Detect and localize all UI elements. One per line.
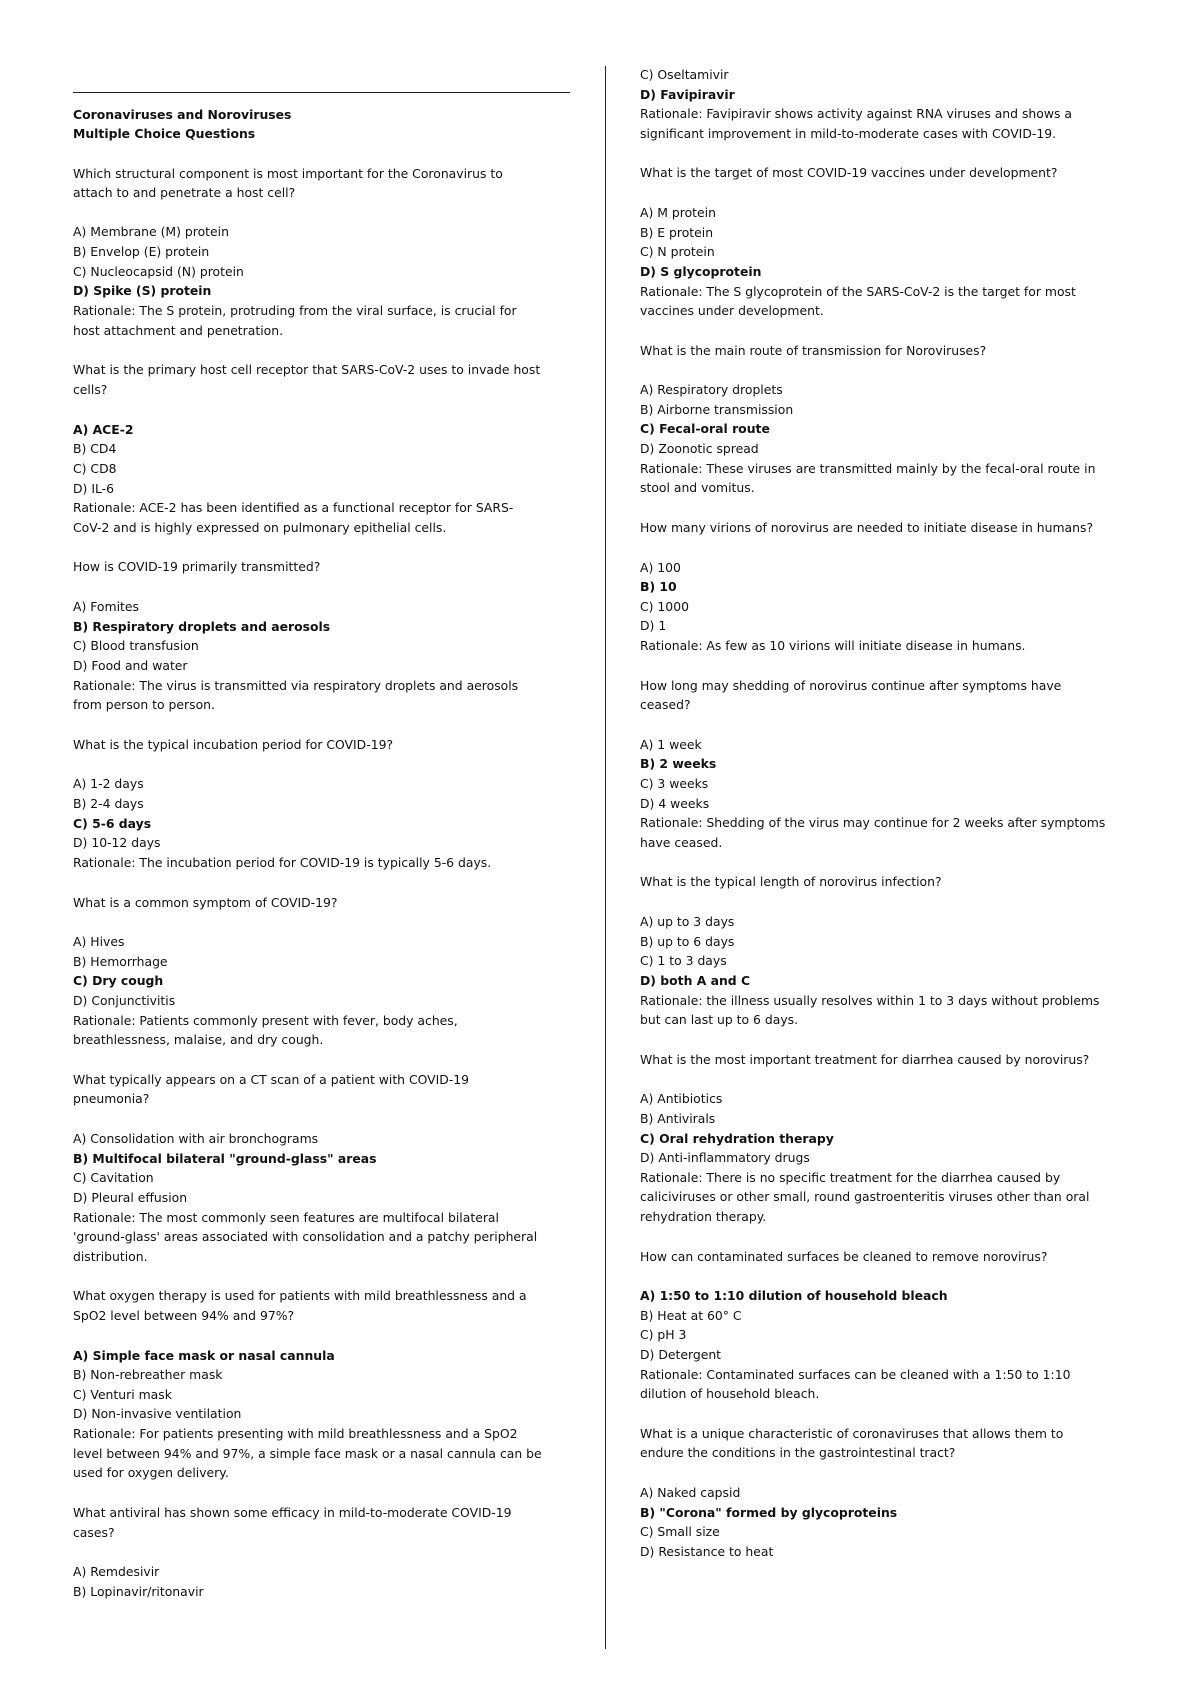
- text-line: Rationale: These viruses are transmitted mainly by the fecal-oral route in: [640, 461, 1096, 476]
- text-line: A) Consolidation with air bronchograms: [73, 1131, 319, 1146]
- text-line: host attachment and penetration.: [73, 323, 284, 338]
- text-line: D) Anti-inflammatory drugs: [640, 1150, 810, 1165]
- text-line: A) Respiratory droplets: [640, 382, 783, 397]
- text-line: C) Venturi mask: [73, 1387, 172, 1402]
- text-line: significant improvement in mild-to-moderate cases with COVID-19.: [640, 126, 1057, 141]
- text-line: How is COVID-19 primarily transmitted?: [73, 559, 321, 574]
- text-line: level between 94% and 97%, a simple face mask or a nasal cannula can be: [73, 1446, 542, 1461]
- text-line: B) Envelop (E) protein: [73, 244, 210, 259]
- text-line-bold: C) Fecal-oral route: [640, 421, 770, 436]
- text-line: used for oxygen delivery.: [73, 1465, 229, 1480]
- text-line: C) Oseltamivir: [640, 67, 729, 82]
- text-line: A) up to 3 days: [640, 914, 735, 929]
- text-line: Rationale: Patients commonly present with fever, body aches,: [73, 1013, 458, 1028]
- text-line: What oxygen therapy is used for patients with mild breathlessness and a: [73, 1288, 527, 1303]
- text-line: C) Cavitation: [73, 1170, 154, 1185]
- text-line: D) 10-12 days: [73, 835, 161, 850]
- text-line: B) E protein: [640, 225, 714, 240]
- text-line: How can contaminated surfaces be cleaned to remove norovirus?: [640, 1249, 1048, 1264]
- text-line: Which structural component is most important for the Coronavirus to: [73, 166, 503, 181]
- text-line-bold: Multiple Choice Questions: [73, 126, 256, 141]
- text-line-bold: B) Respiratory droplets and aerosols: [73, 619, 331, 634]
- text-line: What is the target of most COVID-19 vaccines under development?: [640, 165, 1058, 180]
- text-line: CoV-2 and is highly expressed on pulmonary epithelial cells.: [73, 520, 447, 535]
- text-line-bold: D) S glycoprotein: [640, 264, 762, 279]
- text-line: attach to and penetrate a host cell?: [73, 185, 296, 200]
- text-line: Rationale: Favipiravir shows activity against RNA viruses and shows a: [640, 106, 1072, 121]
- text-line: cases?: [73, 1525, 115, 1540]
- text-line: from person to person.: [73, 697, 215, 712]
- text-line: What typically appears on a CT scan of a patient with COVID-19: [73, 1072, 470, 1087]
- text-line: rehydration therapy.: [640, 1209, 767, 1224]
- text-line: C) Small size: [640, 1524, 720, 1539]
- text-line: B) up to 6 days: [640, 934, 735, 949]
- text-line: A) Membrane (M) protein: [73, 224, 229, 239]
- text-line-bold: A) Simple face mask or nasal cannula: [73, 1348, 335, 1363]
- text-line-bold: D) both A and C: [640, 973, 751, 988]
- text-line: Rationale: For patients presenting with mild breathlessness and a SpO2: [73, 1426, 518, 1441]
- text-line: What is a unique characteristic of coronaviruses that allows them to: [640, 1426, 1064, 1441]
- text-line: C) CD8: [73, 461, 117, 476]
- text-line: cells?: [73, 382, 108, 397]
- text-line-bold: D) Spike (S) protein: [73, 283, 212, 298]
- text-line-bold: B) "Corona" formed by glycoproteins: [640, 1505, 898, 1520]
- text-line: B) Antivirals: [640, 1111, 716, 1126]
- text-line: stool and vomitus.: [640, 480, 755, 495]
- text-line: D) Conjunctivitis: [73, 993, 176, 1008]
- text-line: B) Lopinavir/ritonavir: [73, 1584, 204, 1599]
- text-line: C) pH 3: [640, 1327, 687, 1342]
- text-line: Rationale: The incubation period for COVID-19 is typically 5-6 days.: [73, 855, 492, 870]
- text-line: A) Hives: [73, 934, 125, 949]
- text-line-bold: D) Favipiravir: [640, 87, 735, 102]
- text-line: Rationale: Contaminated surfaces can be cleaned with a 1:50 to 1:10: [640, 1367, 1071, 1382]
- text-line-bold: A) 1:50 to 1:10 dilution of household bleach: [640, 1288, 948, 1303]
- text-line: A) Remdesivir: [73, 1564, 160, 1579]
- text-line: A) 1 week: [640, 737, 702, 752]
- header-rule: [73, 92, 570, 93]
- text-line: D) Food and water: [73, 658, 188, 673]
- text-line: D) Non-invasive ventilation: [73, 1406, 242, 1421]
- text-line: Rationale: ACE-2 has been identified as a functional receptor for SARS-: [73, 500, 514, 515]
- text-line: Rationale: There is no specific treatment for the diarrhea caused by: [640, 1170, 1061, 1185]
- text-line: have ceased.: [640, 835, 723, 850]
- text-line: C) N protein: [640, 244, 715, 259]
- text-line-bold: Coronaviruses and Noroviruses: [73, 107, 292, 122]
- text-line: Rationale: The most commonly seen features are multifocal bilateral: [73, 1210, 499, 1225]
- text-line: A) 1-2 days: [73, 776, 144, 791]
- text-line: B) Non-rebreather mask: [73, 1367, 223, 1382]
- text-line-bold: B) Multifocal bilateral "ground-glass" areas: [73, 1151, 377, 1166]
- text-line: B) Heat at 60° C: [640, 1308, 742, 1323]
- text-line: caliciviruses or other small, round gastroenteritis viruses other than oral: [640, 1189, 1090, 1204]
- text-line: A) 100: [640, 560, 681, 575]
- text-line: Rationale: The S glycoprotein of the SARS-CoV-2 is the target for most: [640, 284, 1076, 299]
- text-line: What is a common symptom of COVID-19?: [73, 895, 338, 910]
- text-line: What is the most important treatment for diarrhea caused by norovirus?: [640, 1052, 1090, 1067]
- text-line: What is the typical length of norovirus infection?: [640, 874, 942, 889]
- text-line-bold: B) 10: [640, 579, 677, 594]
- text-line: A) Naked capsid: [640, 1485, 741, 1500]
- text-line: Rationale: The virus is transmitted via respiratory droplets and aerosols: [73, 678, 519, 693]
- text-line: vaccines under development.: [640, 303, 824, 318]
- text-line: A) Antibiotics: [640, 1091, 723, 1106]
- text-line: What is the typical incubation period for COVID-19?: [73, 737, 394, 752]
- text-line: B) CD4: [73, 441, 117, 456]
- text-line: distribution.: [73, 1249, 148, 1264]
- text-line: D) Resistance to heat: [640, 1544, 774, 1559]
- text-line: Rationale: The S protein, protruding from the viral surface, is crucial for: [73, 303, 517, 318]
- text-line: Rationale: Shedding of the virus may continue for 2 weeks after symptoms: [640, 815, 1106, 830]
- text-line: A) M protein: [640, 205, 716, 220]
- text-line: breathlessness, malaise, and dry cough.: [73, 1032, 324, 1047]
- text-line: C) 1000: [640, 599, 689, 614]
- text-line: D) 4 weeks: [640, 796, 710, 811]
- text-line: What antiviral has shown some efficacy in mild-to-moderate COVID-19: [73, 1505, 512, 1520]
- text-line: How long may shedding of norovirus continue after symptoms have: [640, 678, 1062, 693]
- text-line-bold: A) ACE-2: [73, 422, 134, 437]
- text-line: A) Fomites: [73, 599, 139, 614]
- text-line: C) 3 weeks: [640, 776, 709, 791]
- text-line: ceased?: [640, 697, 691, 712]
- text-line: B) Hemorrhage: [73, 954, 168, 969]
- text-line: D) Pleural effusion: [73, 1190, 188, 1205]
- text-line: D) 1: [640, 618, 667, 633]
- text-line: C) 1 to 3 days: [640, 953, 727, 968]
- text-line: D) Detergent: [640, 1347, 722, 1362]
- text-line: How many virions of norovirus are needed to initiate disease in humans?: [640, 520, 1094, 535]
- text-line: endure the conditions in the gastrointestinal tract?: [640, 1445, 956, 1460]
- text-line: B) Airborne transmission: [640, 402, 794, 417]
- text-line: but can last up to 6 days.: [640, 1012, 799, 1027]
- text-line: Rationale: As few as 10 virions will initiate disease in humans.: [640, 638, 1026, 653]
- text-line: C) Nucleocapsid (N) protein: [73, 264, 244, 279]
- column-divider: [605, 66, 606, 1649]
- text-line: C) Blood transfusion: [73, 638, 199, 653]
- text-line: What is the primary host cell receptor that SARS-CoV-2 uses to invade host: [73, 362, 541, 377]
- text-line: D) Zoonotic spread: [640, 441, 759, 456]
- text-line-bold: C) 5-6 days: [73, 816, 152, 831]
- text-line-bold: B) 2 weeks: [640, 756, 717, 771]
- text-line-bold: C) Dry cough: [73, 973, 164, 988]
- text-line: Rationale: the illness usually resolves within 1 to 3 days without problems: [640, 993, 1100, 1008]
- text-line: What is the main route of transmission for Noroviruses?: [640, 343, 987, 358]
- text-line: B) 2-4 days: [73, 796, 144, 811]
- text-line: 'ground-glass' areas associated with consolidation and a patchy peripheral: [73, 1229, 538, 1244]
- text-line: SpO2 level between 94% and 97%?: [73, 1308, 295, 1323]
- text-line-bold: C) Oral rehydration therapy: [640, 1131, 834, 1146]
- text-line: dilution of household bleach.: [640, 1386, 820, 1401]
- text-line: D) IL-6: [73, 481, 115, 496]
- text-line: pneumonia?: [73, 1091, 150, 1106]
